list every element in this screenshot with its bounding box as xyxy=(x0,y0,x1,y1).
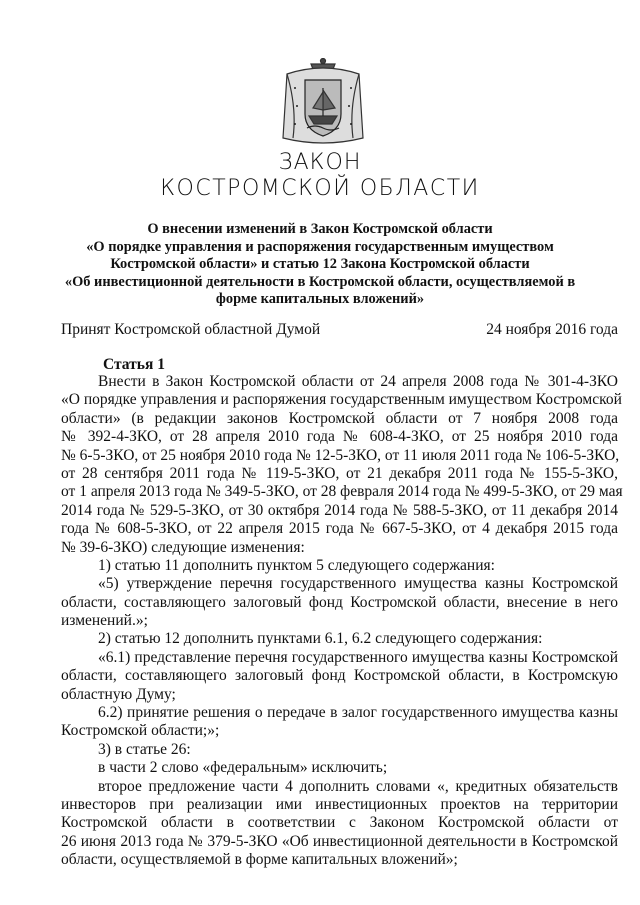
body-line: от 1 апреля 2013 года № 349-5-ЗКО, от 28 февраля 2014 года № 499-5-ЗКО, от 29 мая xyxy=(61,483,623,501)
body-line: Костромской области;»; xyxy=(61,722,220,740)
law-title-line2: КОСТРОМСКОЙ ОБЛАСТИ xyxy=(160,176,480,201)
body-line: № 6-5-ЗКО, от 25 ноября 2010 года № 12-5-ЗКО, от 11 июля 2011 года № 106-5-ЗКО, xyxy=(61,446,620,464)
article-body xyxy=(61,373,623,870)
body-line: № 392-4-ЗКО, от 28 апреля 2010 года № 608-4-ЗКО, от 25 ноября 2010 года xyxy=(61,428,618,446)
law-title-line1: ЗАКОН xyxy=(278,150,362,175)
subject-line: О внесении изменений в Закон Костромской области xyxy=(147,221,493,237)
article-heading: Статья 1 xyxy=(103,356,165,373)
body-line: № 39-6-ЗКО) следующие изменения: xyxy=(61,538,305,556)
body-line: «6.1) представление перечня государственного имущества казны Костромской xyxy=(98,648,618,666)
body-line: 26 июня 2013 года № 379-5-ЗКО «Об инвестиционной деятельности в Костромской xyxy=(61,832,618,850)
body-line: 2014 года № 529-5-ЗКО, от 30 октября 2014 года № 588-5-ЗКО, от 11 декабря 2014 xyxy=(61,501,618,519)
body-line: области, осуществляемой в форме капитальных вложений»; xyxy=(61,851,458,869)
adoption-line xyxy=(61,321,618,339)
body-line: в части 2 слово «федеральным» исключить; xyxy=(98,759,388,777)
subject-line: «О порядке управления и распоряжения государственным имуществом xyxy=(86,238,554,255)
item-2: 2) статью 12 дополнить пунктами 6.1, 6.2 следующего содержания: xyxy=(98,630,543,648)
item-1: 1) статью 11 дополнить пунктом 5 следующего содержания: xyxy=(98,556,495,574)
law-subject xyxy=(50,221,590,309)
body-line: областную Думу; xyxy=(61,685,176,703)
body-line: инвесторов при реализации ими инвестиционных проектов на территории xyxy=(61,795,618,813)
subject-line: «Об инвестиционной деятельности в Костромской области, осуществляемой в xyxy=(64,273,576,290)
body-line: года № 608-5-ЗКО, от 22 апреля 2015 года № 667-5-ЗКО, от 4 декабря 2015 года xyxy=(61,520,618,538)
subject-line: форме капитальных вложений» xyxy=(215,291,425,308)
body-line: области, составляющего залоговый фонд Костромской области, в Костромскую xyxy=(61,667,618,685)
body-line: области, составляющего залоговый фонд Костромской области, внесение в него xyxy=(61,593,618,611)
subject-line: Костромской области» и статью 12 Закона Костромской области xyxy=(110,256,530,273)
adoption-date: 24 ноября 2016 года xyxy=(486,321,618,338)
body-line: Костромской области в соответствии с Законом Костромской области от xyxy=(61,814,618,832)
body-line: «5) утверждение перечня государственного имущества казны Костромской xyxy=(98,575,618,593)
body-line: 6.2) принятие решения о передаче в залог государственного имущества казны xyxy=(98,704,618,722)
body-line: от 28 сентября 2011 года № 119-5-ЗКО, от 21 декабря 2011 года № 155-5-ЗКО, xyxy=(61,464,618,482)
adopted-by: Принят Костромской областной Думой xyxy=(61,321,321,338)
kostroma-coat-of-arms-icon xyxy=(277,58,369,148)
body-line: второе предложение части 4 дополнить словами «, кредитных обязательств xyxy=(98,777,618,795)
item-3: 3) в статье 26: xyxy=(98,740,191,758)
body-line: области» (в редакции законов Костромской области от 7 ноября 2008 года xyxy=(61,409,618,427)
body-line: изменений.»; xyxy=(61,612,148,630)
body-line: Внести в Закон Костромской области от 24 апреля 2008 года № 301-4-ЗКО xyxy=(98,373,618,390)
body-line: «О порядке управления и распоряжения государственным имуществом Костромской xyxy=(61,391,622,409)
